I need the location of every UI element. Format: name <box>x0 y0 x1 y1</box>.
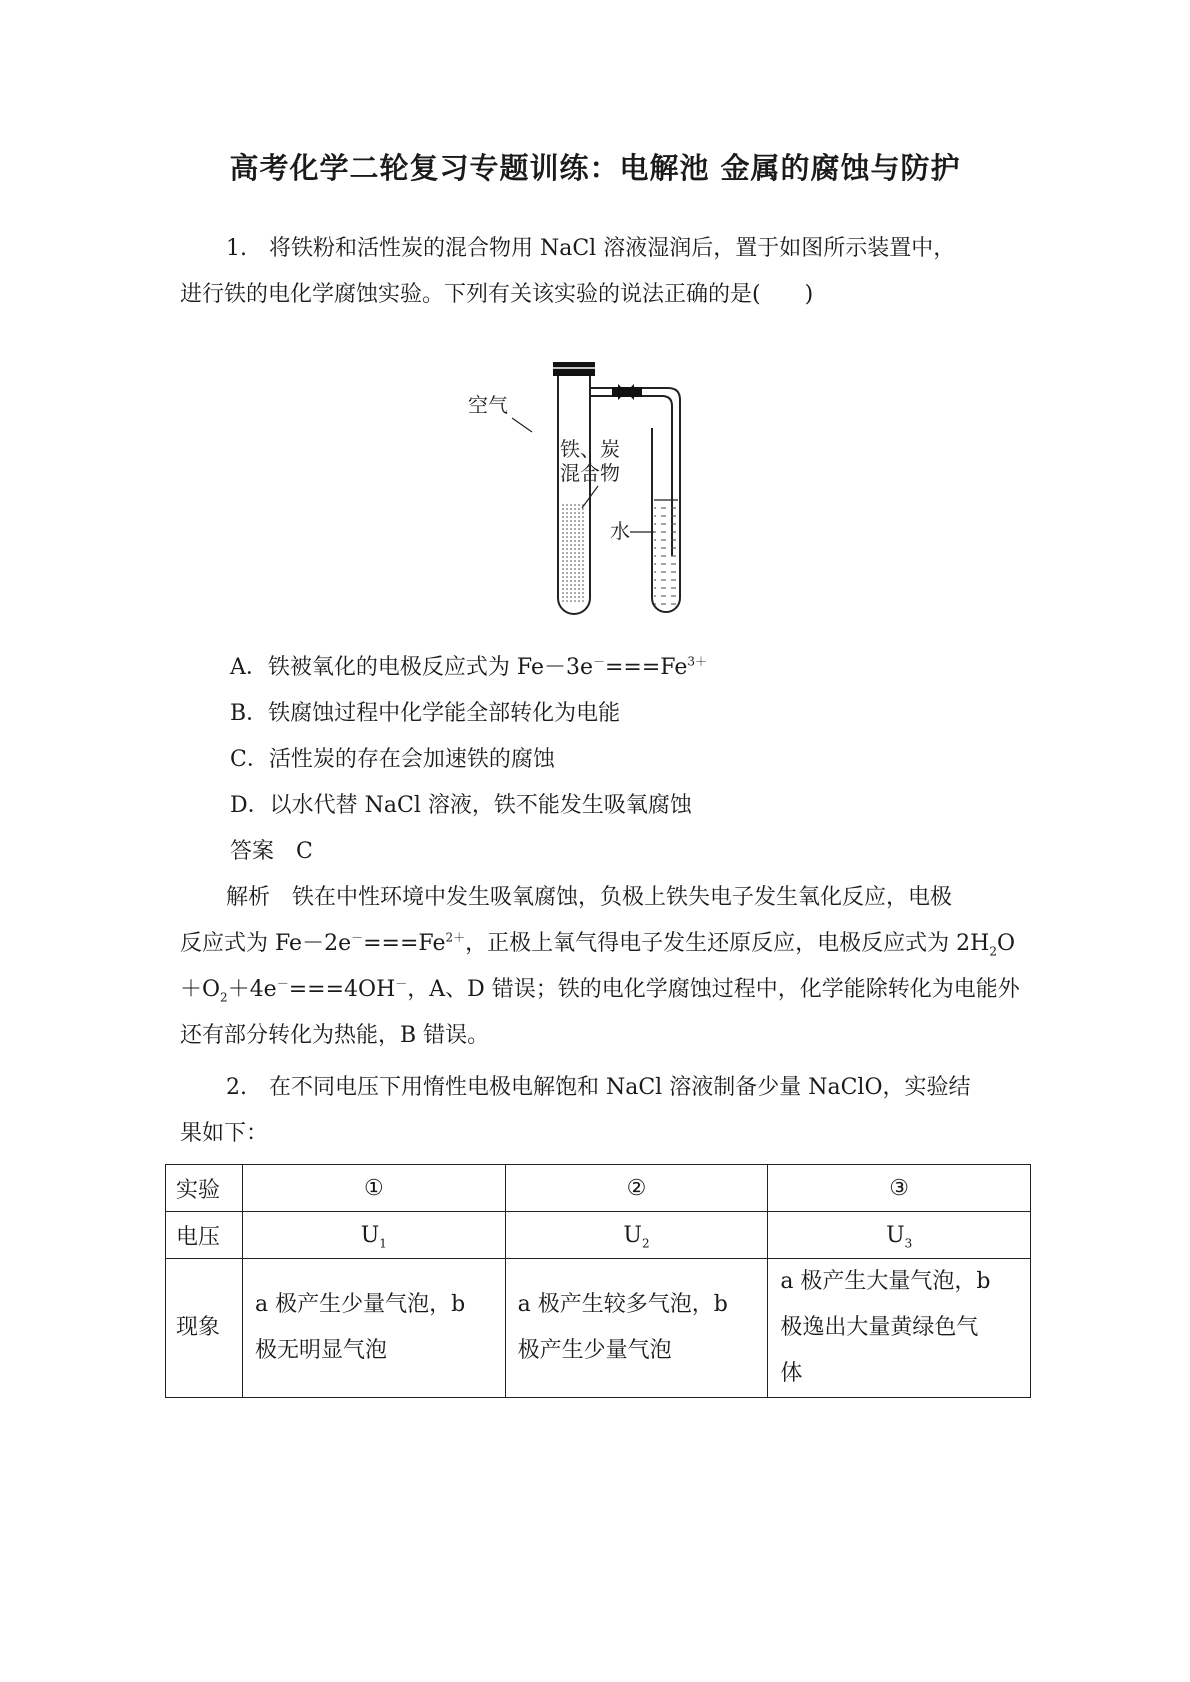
question-2-stem-line1: 2. 在不同电压下用惰性电极电解饱和 NaCl 溶液制备少量 NaClO，实验结 <box>226 1075 971 1100</box>
option-b: B．铁腐蚀过程中化学能全部转化为电能 <box>230 701 621 726</box>
iron-carbon-mixture <box>562 502 586 602</box>
question-2-stem-line2: 果如下： <box>180 1121 269 1146</box>
answer: 答案 C <box>230 839 313 864</box>
document-title: 高考化学二轮复习专题训练：电解池 金属的腐蚀与防护 <box>229 151 961 185</box>
table-row <box>166 1165 1031 1212</box>
stopper <box>553 362 595 376</box>
cell-exp-1: ① <box>243 1165 506 1212</box>
option-a: A．铁被氧化的电极反应式为 $Fe-3e^-===Fe^{3+}$ <box>230 654 708 680</box>
header-voltage: 电压 <box>166 1212 243 1259</box>
option-c: C．活性炭的存在会加速铁的腐蚀 <box>230 747 555 772</box>
explanation-line2: 反应式为 $Fe-2e^-===Fe^{2+}$，正极上氧气得电子发生还原反应，电极反应式为 $2H_2O$ <box>180 930 1016 959</box>
table-row <box>166 1212 1031 1259</box>
corrosion-apparatus-figure <box>468 360 750 622</box>
cell-phen-3: a 极产生大量气泡，b 极逸出大量黄绿色气 体 <box>768 1259 1031 1398</box>
header-experiment: 实验 <box>166 1165 243 1212</box>
label-mixture-2: 混合物 <box>560 461 620 485</box>
table-row <box>166 1259 1031 1398</box>
cell-exp-2: ② <box>505 1165 768 1212</box>
question-1-stem-line2: 进行铁的电化学腐蚀实验。下列有关该实验的说法正确的是( ) <box>180 282 814 307</box>
label-mixture-1: 铁、炭 <box>560 437 620 461</box>
cell-phen-1: a 极产生少量气泡，b 极无明显气泡 <box>243 1259 506 1398</box>
explanation-line3: $+O_2+4e^-===4OH^-$，A、D 错误；铁的电化学腐蚀过程中，化学能除转化为电能外 <box>180 976 1020 1005</box>
cell-volt-1: $U_1$ <box>243 1212 506 1259</box>
label-water: 水 <box>610 519 630 543</box>
explanation-line1: 解析 铁在中性环境中发生吸氧腐蚀，负极上铁失电子发生氧化反应，电极 <box>226 885 953 910</box>
explanation-line4: 还有部分转化为热能，B 错误。 <box>180 1023 490 1048</box>
cell-exp-3: ③ <box>768 1165 1031 1212</box>
cell-phen-2: a 极产生较多气泡，b 极产生少量气泡 <box>505 1259 768 1398</box>
header-phenomenon: 现象 <box>166 1259 243 1398</box>
question-1-stem-line1: 1. 将铁粉和活性炭的混合物用 NaCl 溶液湿润后，置于如图所示装置中， <box>226 236 956 261</box>
label-air: 空气 <box>468 393 508 417</box>
cell-volt-3: $U_3$ <box>768 1212 1031 1259</box>
cell-volt-2: $U_2$ <box>505 1212 768 1259</box>
experiment-table <box>165 1164 1031 1398</box>
option-d: D．以水代替 NaCl 溶液，铁不能发生吸氧腐蚀 <box>230 793 692 818</box>
